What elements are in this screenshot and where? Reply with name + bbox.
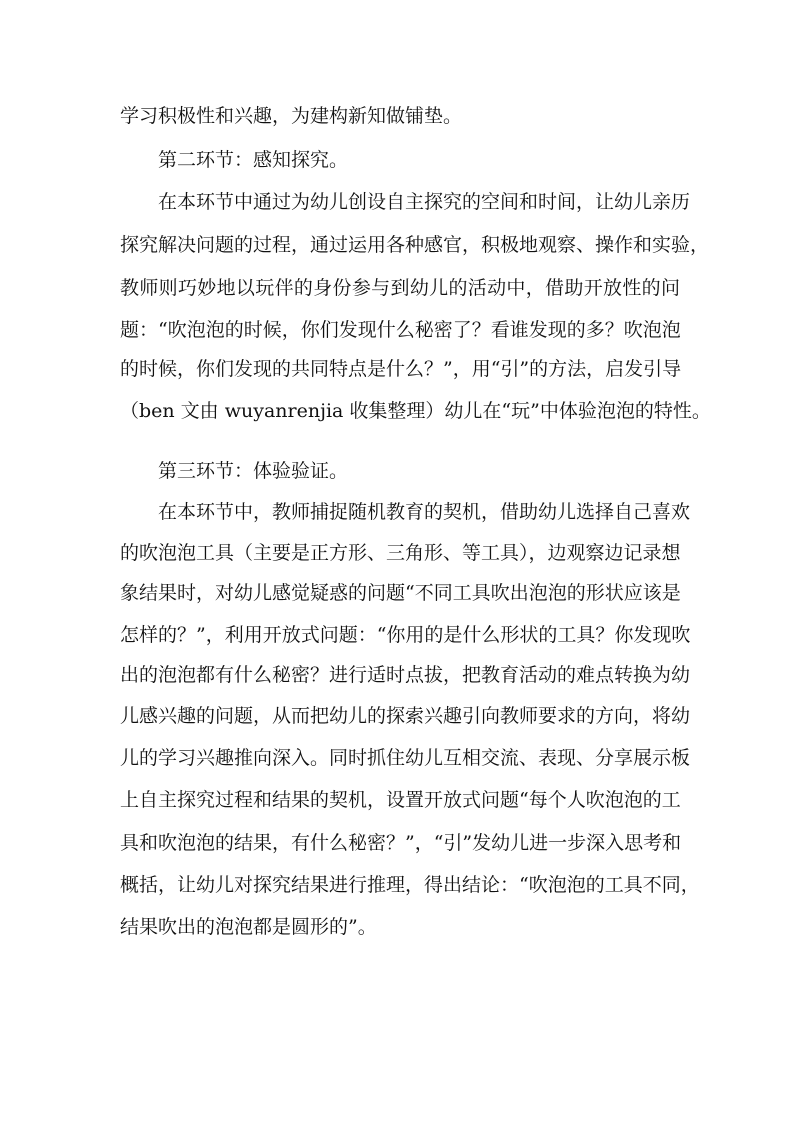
paragraph-line: 题：“吹泡泡的时候，你们发现什么秘密了？看谁发现的多？吹泡泡: [120, 319, 681, 341]
paragraph-line: 具和吹泡泡的结果，有什么秘密？”，“引”发幼儿进一步深入思考和: [120, 832, 682, 854]
paragraph-line: 出的泡泡都有什么秘密？进行适时点拔，把教育活动的难点转换为幼: [120, 664, 691, 686]
paragraph-line: 在本环节中，教师捕捉随机教育的契机，借助幼儿选择自己喜欢: [158, 501, 691, 523]
section-heading: 第三环节：体验验证。: [158, 460, 349, 482]
paragraph-line: 上自主探究过程和结果的契机，设置开放式问题“每个人吹泡泡的工: [120, 789, 681, 811]
paragraph-line: 的吹泡泡工具（主要是正方形、三角形、等工具），边观察边记录想: [120, 542, 681, 564]
paragraph-line: 概括，让幼儿对探究结果进行推理，得出结论：“吹泡泡的工具不同，: [120, 874, 700, 896]
paragraph-line: 探究解决问题的过程，通过运用各种感官，积极地观察、操作和实验，: [120, 234, 710, 256]
paragraph-line: 在本环节中通过为幼儿创设自主探究的空间和时间，让幼儿亲历: [158, 191, 691, 213]
paragraph-line: 结果吹出的泡泡都是圆形的”。: [120, 916, 377, 938]
section-heading: 第二环节：感知探究。: [158, 149, 349, 171]
paragraph-line: 的时候，你们发现的共同特点是什么？”，用“引”的方法，启发引导: [120, 358, 682, 380]
paragraph-line: 怎样的？”，利用开放式问题：“你用的是什么形状的工具？你发现吹: [120, 624, 691, 646]
paragraph-line: 儿的学习兴趣推向深入。同时抓住幼儿互相交流、表现、分享展示板: [120, 747, 691, 769]
paragraph-line: 学习积极性和兴趣，为建构新知做铺垫。: [120, 105, 463, 127]
paragraph-line: 教师则巧妙地以玩伴的身份参与到幼儿的活动中，借助开放性的问: [120, 277, 680, 299]
paragraph-line: 儿感兴趣的问题，从而把幼儿的探索兴趣引向教师要求的方向，将幼: [120, 705, 691, 727]
paragraph-line: 象结果时，对幼儿感觉疑惑的问题“不同工具吹出泡泡的形状应该是: [120, 582, 681, 604]
paragraph-line: （ben 文由 wuyanrenjia 收集整理）幼儿在“玩”中体验泡泡的特性。: [120, 400, 711, 422]
